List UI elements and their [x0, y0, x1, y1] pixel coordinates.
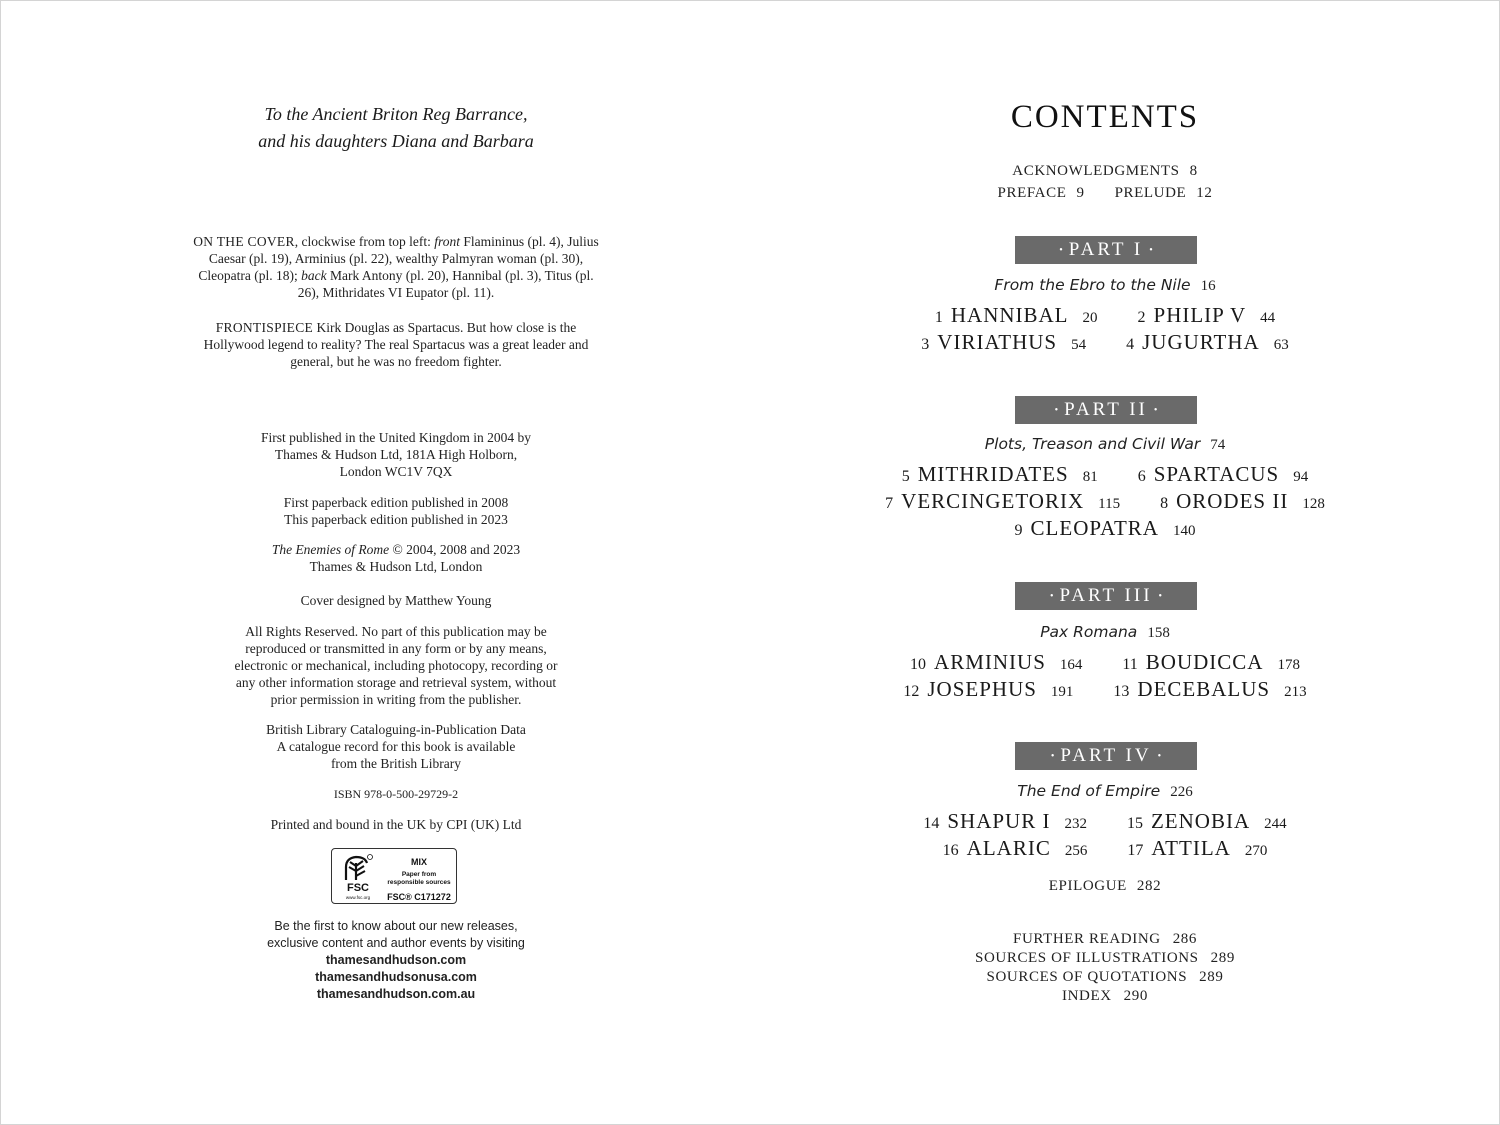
chapter-entry [1015, 516, 1196, 541]
dedication [191, 101, 601, 155]
chapter-entry [1113, 677, 1306, 702]
chapter-name: JOSEPHUS [927, 677, 1037, 701]
chapter-page: 191 [1050, 684, 1074, 700]
chapter-number: 17 [1127, 842, 1144, 859]
chapter-entry [943, 836, 1088, 861]
rights-notice [191, 623, 601, 708]
chapter-page: 115 [1098, 496, 1121, 512]
chapter-number: 1 [934, 309, 943, 326]
fsc-description [380, 871, 458, 887]
part-label: PART I [1068, 239, 1144, 260]
chapter-number: 8 [1160, 495, 1169, 512]
cover-note [191, 233, 601, 301]
chapter-name: HANNIBAL [950, 303, 1069, 327]
cover-design-credit: Cover designed by Matthew Young [300, 593, 492, 608]
part-page: 16 [1200, 278, 1216, 294]
part-heading: • PART I • [1015, 236, 1197, 264]
back-matter-label: SOURCES OF QUOTATIONS [986, 969, 1188, 985]
front-matter-row [791, 163, 1419, 180]
part-page: 158 [1147, 625, 1170, 641]
part-subtitle [791, 623, 1419, 642]
chapter-name: BOUDICCA [1145, 650, 1264, 674]
chapter-name: ALARIC [966, 836, 1051, 860]
back-matter-page: 289 [1210, 950, 1235, 966]
chapter-page: 128 [1302, 496, 1325, 512]
chapter-page: 178 [1277, 657, 1300, 673]
fsc-name: FSC [347, 882, 369, 894]
cover-note-back: back [301, 268, 327, 283]
copyright-holder: Thames & Hudson Ltd, London [309, 559, 483, 574]
chapter-entry [1126, 330, 1289, 355]
chapter-entry [902, 462, 1098, 487]
chapter-page: 244 [1264, 816, 1287, 832]
chapter-name: SHAPUR I [947, 809, 1051, 833]
promo-line: Be the first to know about our new releases, [274, 919, 518, 933]
publisher-url: thamesandhudson.com.au [316, 987, 476, 1001]
fsc-logo-box [331, 848, 457, 904]
dedication-line: To the Ancient Briton Reg Barrance, [264, 104, 528, 124]
part-heading: • PART II • [1015, 396, 1197, 424]
chapter-number: 9 [1014, 522, 1023, 539]
part-subtitle-text: The End of Empire [1017, 782, 1161, 800]
cover-note-text: Mark Antony (pl. 20), Hannibal (pl. 3), Titus (pl. 26), Mithridates VI Eupator (pl. 11). [297, 268, 594, 300]
chapter-page: 232 [1064, 816, 1087, 832]
chapter-page: 44 [1260, 310, 1276, 326]
chapter-entry [1138, 462, 1309, 487]
chapter-page: 81 [1082, 469, 1098, 485]
rights-line: All Rights Reserved. No part of this publication may be [245, 624, 547, 639]
chapter-entry [910, 650, 1082, 675]
printer-credit: Printed and bound in the UK by CPI (UK) Ltd [270, 817, 522, 832]
chapter-number: 4 [1126, 336, 1135, 353]
isbn: ISBN 978-0-500-29729-2 [333, 787, 459, 801]
fsc-website: www.fsc.org [345, 895, 371, 900]
cover-note-text: , clockwise from top left: [294, 234, 435, 249]
chapter-name: MITHRIDATES [917, 462, 1069, 486]
copyright-info [191, 541, 601, 575]
contents-page [791, 1, 1499, 1124]
publication-line: Thames & Hudson Ltd, 181A High Holborn, [274, 447, 518, 462]
part-subtitle-text: Plots, Treason and Civil War [984, 435, 1201, 453]
chapter-row [791, 650, 1419, 675]
back-matter-item [791, 930, 1419, 949]
chapter-number: 14 [923, 815, 940, 832]
back-matter [791, 930, 1419, 1006]
edition-line: First paperback edition published in 2008 [283, 495, 509, 510]
chapter-page: 213 [1284, 684, 1307, 700]
chapter-page: 270 [1244, 843, 1268, 859]
chapter-entry [935, 303, 1098, 328]
chapter-entry [1127, 809, 1287, 834]
chapter-number: 16 [942, 842, 959, 859]
part-subtitle-text: From the Ebro to the Nile [994, 276, 1191, 294]
book-title: The Enemies of Rome [271, 542, 390, 557]
fsc-description-line: Paper from [401, 871, 437, 878]
cataloguing-line: from the British Library [330, 756, 462, 771]
back-matter-page: 289 [1199, 969, 1224, 985]
chapter-page: 256 [1064, 843, 1088, 859]
publisher-url: thamesandhudsonusa.com [315, 970, 477, 984]
chapter-row [791, 462, 1419, 487]
rights-line: electronic or mechanical, including photocopy, recording or [234, 658, 558, 673]
cataloguing-line: A catalogue record for this book is available [276, 739, 516, 754]
chapter-name: ARMINIUS [934, 650, 1046, 674]
chapter-name: VIRIATHUS [937, 330, 1058, 354]
chapter-number: 2 [1137, 309, 1146, 326]
chapter-entry [1127, 836, 1267, 861]
chapter-number: 7 [885, 495, 894, 512]
edition-line: This paperback edition published in 2023 [284, 512, 508, 527]
chapter-entry [1160, 489, 1325, 514]
part-heading: • PART III • [1015, 582, 1197, 610]
part-heading: • PART IV • [1015, 742, 1197, 770]
back-matter-label: INDEX [1062, 988, 1112, 1004]
chapter-name: CLEOPATRA [1030, 516, 1159, 540]
publication-line: London WC1V 7QX [339, 464, 453, 479]
chapter-name: ATTILA [1151, 836, 1231, 860]
publisher-url: thamesandhudson.com [325, 953, 467, 967]
back-matter-page: 290 [1123, 988, 1148, 1004]
publisher-promo [191, 918, 601, 1003]
back-matter-label: FURTHER READING [1013, 931, 1161, 947]
part-subtitle [791, 276, 1419, 295]
left-page [1, 1, 791, 1124]
chapter-row [791, 330, 1419, 355]
chapter-page: 54 [1071, 337, 1087, 353]
publication-line: First published in the United Kingdom in 2004 by [261, 430, 531, 445]
fsc-tree-icon [340, 853, 374, 883]
chapter-entry [903, 677, 1073, 702]
chapter-page: 94 [1293, 469, 1309, 485]
chapter-page: 20 [1082, 310, 1098, 326]
fsc-mix-label: MIX [410, 857, 427, 867]
front-matter-label: PREFACE [997, 185, 1067, 201]
chapter-row [791, 677, 1419, 702]
back-matter-page: 286 [1172, 931, 1197, 947]
chapter-row [791, 836, 1419, 861]
back-matter-label: SOURCES OF ILLUSTRATIONS [975, 950, 1199, 966]
frontispiece-note [191, 319, 601, 370]
chapter-number: 6 [1137, 468, 1146, 485]
publication-info [191, 429, 601, 480]
cataloguing-line: British Library Cataloguing-in-Publication Data [266, 722, 526, 737]
chapter-number: 10 [910, 656, 927, 673]
chapter-name: PHILIP V [1153, 303, 1247, 327]
fsc-license-code: FSC® C171272 [387, 892, 451, 902]
rights-line: any other information storage and retrieval system, without [235, 675, 557, 690]
copyright-years: © 2004, 2008 and 2023 [389, 542, 521, 557]
part-subtitle [791, 435, 1419, 454]
front-matter-label: ACKNOWLEDGMENTS [1012, 163, 1180, 179]
front-matter-page: 12 [1196, 185, 1213, 201]
front-matter-row [791, 185, 1419, 202]
chapter-page: 164 [1059, 657, 1083, 673]
chapter-row [791, 489, 1419, 514]
frontispiece-text: Kirk Douglas as Spartacus. But how close is the Hollywood legend to reality? The real Spartacus was a great leader and general, but he was no freedom fighter. [203, 320, 589, 369]
chapter-row [791, 516, 1419, 541]
back-matter-item [791, 968, 1419, 987]
chapter-name: ORODES II [1176, 489, 1289, 513]
cover-note-label: ON THE COVER [193, 234, 295, 249]
fsc-description-line: responsible sources [387, 879, 451, 886]
chapter-name: DECEBALUS [1137, 677, 1271, 701]
cover-note-front: front [434, 234, 461, 249]
chapter-entry [1138, 303, 1276, 328]
rights-line: prior permission in writing from the publisher. [270, 692, 522, 707]
chapter-name: JUGURTHA [1142, 330, 1260, 354]
chapter-number: 5 [901, 468, 910, 485]
chapter-number: 15 [1126, 815, 1143, 832]
chapter-number: 11 [1122, 656, 1138, 673]
back-matter-item [791, 949, 1419, 968]
chapter-name: ZENOBIA [1150, 809, 1251, 833]
part-label: PART III [1059, 585, 1153, 606]
chapter-number: 12 [903, 683, 920, 700]
part-page: 74 [1210, 437, 1226, 453]
promo-line: exclusive content and author events by visiting [267, 936, 525, 950]
part-label: PART II [1064, 399, 1148, 420]
epilogue-entry [791, 878, 1419, 895]
epilogue-label: EPILOGUE [1048, 878, 1127, 894]
frontispiece-label: FRONTISPIECE [215, 320, 314, 335]
part-label: PART IV [1060, 745, 1152, 766]
epilogue-page: 282 [1136, 878, 1162, 894]
chapter-entry [921, 330, 1086, 355]
rights-line: reproduced or transmitted in any form or by any means, [245, 641, 547, 656]
chapter-row [791, 303, 1419, 328]
cataloguing-data [191, 721, 601, 772]
back-matter-item [791, 987, 1419, 1006]
chapter-number: 3 [921, 336, 930, 353]
front-matter-page: 9 [1076, 185, 1085, 201]
chapter-entry [923, 809, 1087, 834]
part-page: 226 [1170, 784, 1193, 800]
cover-note-text: Flamininus (pl. 4), Julius Caesar (pl. 19), Arminius (pl. 22), wealthy Palmyran woman (pl. 30), Cleopatra (pl. 18); [198, 234, 599, 283]
chapter-entry [885, 489, 1120, 514]
chapter-number: 13 [1113, 683, 1130, 700]
part-subtitle [791, 782, 1419, 801]
chapter-name: VERCINGETORIX [901, 489, 1085, 513]
front-matter-page: 8 [1189, 163, 1198, 179]
edition-info [191, 494, 601, 528]
part-subtitle-text: Pax Romana [1040, 623, 1138, 641]
front-matter-label: PRELUDE [1114, 185, 1187, 201]
chapter-name: SPARTACUS [1153, 462, 1280, 486]
chapter-page: 63 [1273, 337, 1289, 353]
dedication-line: and his daughters Diana and Barbara [258, 131, 534, 151]
chapter-row [791, 809, 1419, 834]
contents-title: CONTENTS [1010, 99, 1200, 135]
chapter-page: 140 [1172, 523, 1196, 539]
chapter-entry [1122, 650, 1300, 675]
